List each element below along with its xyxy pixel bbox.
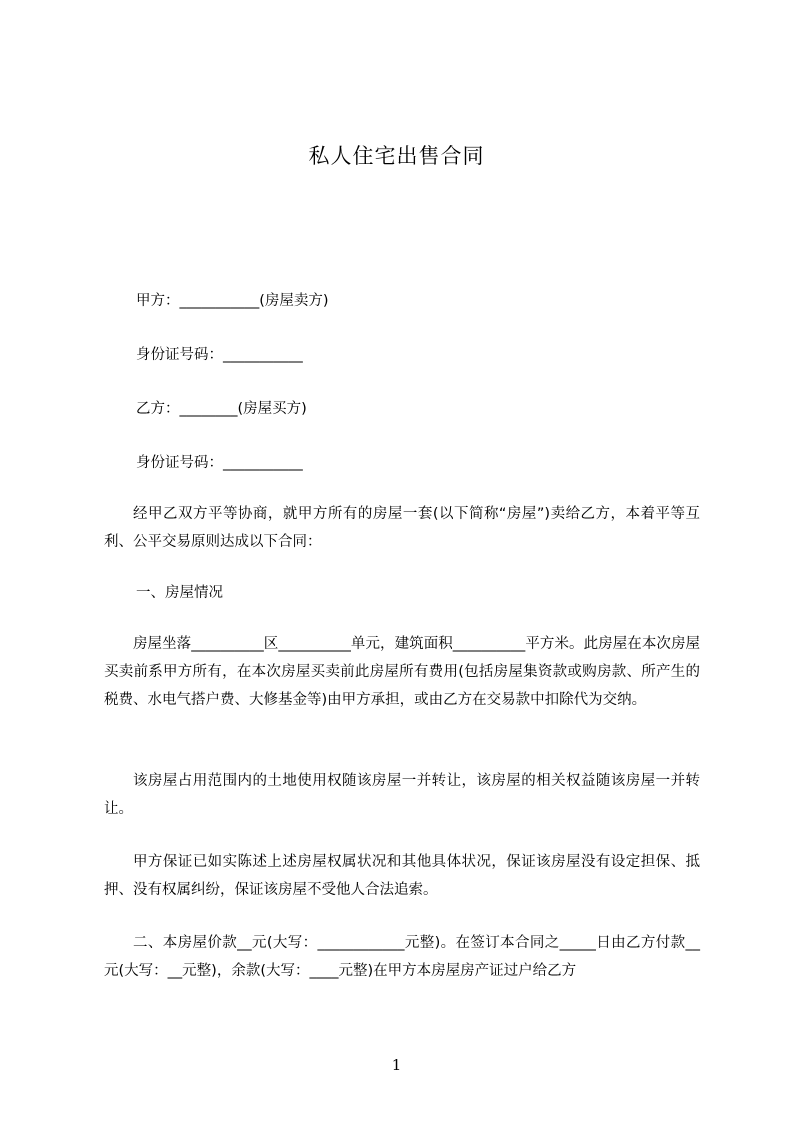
party-a-line: 甲方：___________(房屋卖方) bbox=[136, 293, 329, 309]
party-b-id-line: 身份证号码：___________ bbox=[136, 455, 303, 471]
page-number: 1 bbox=[391, 1056, 402, 1074]
house-situation-paragraph: 房屋坐落__________区__________单元，建筑面积__________平方米。此房屋在本次房屋买卖前系甲方所有，在本次房屋买卖前此房屋所有费用(包括房屋集资款或购房款、所产生的税费、水电气搭户费、大修基金等)由甲方承担，或由乙方在交易款中扣除代为交纳。 bbox=[104, 636, 700, 708]
section-one-heading: 一、房屋情况 bbox=[136, 585, 223, 601]
party-b-line: 乙方：________(房屋买方) bbox=[136, 401, 307, 417]
intro-paragraph: 经甲乙双方平等协商，就甲方所有的房屋一套(以下简称“房屋”)卖给乙方，本着平等互利、公平交易原则达成以下合同： bbox=[104, 506, 700, 550]
guarantee-paragraph: 甲方保证已如实陈述上述房屋权属状况和其他具体状况，保证该房屋没有设定担保、抵押、没有权属纠纷，保证该房屋不受他人合法追索。 bbox=[104, 854, 700, 898]
price-paragraph: 二、本房屋价款__元(大写：____________元整)。在签订本合同之_____日由乙方付款__元(大写：__元整)，余款(大写：____元整)在甲方本房屋房产证过户给乙方 bbox=[104, 935, 700, 979]
land-use-paragraph: 该房屋占用范围内的土地使用权随该房屋一并转让，该房屋的相关权益随该房屋一并转让。 bbox=[104, 773, 700, 817]
contract-title: 私人住宅出售合同 bbox=[308, 144, 485, 168]
party-a-id-line: 身份证号码：___________ bbox=[136, 347, 303, 363]
